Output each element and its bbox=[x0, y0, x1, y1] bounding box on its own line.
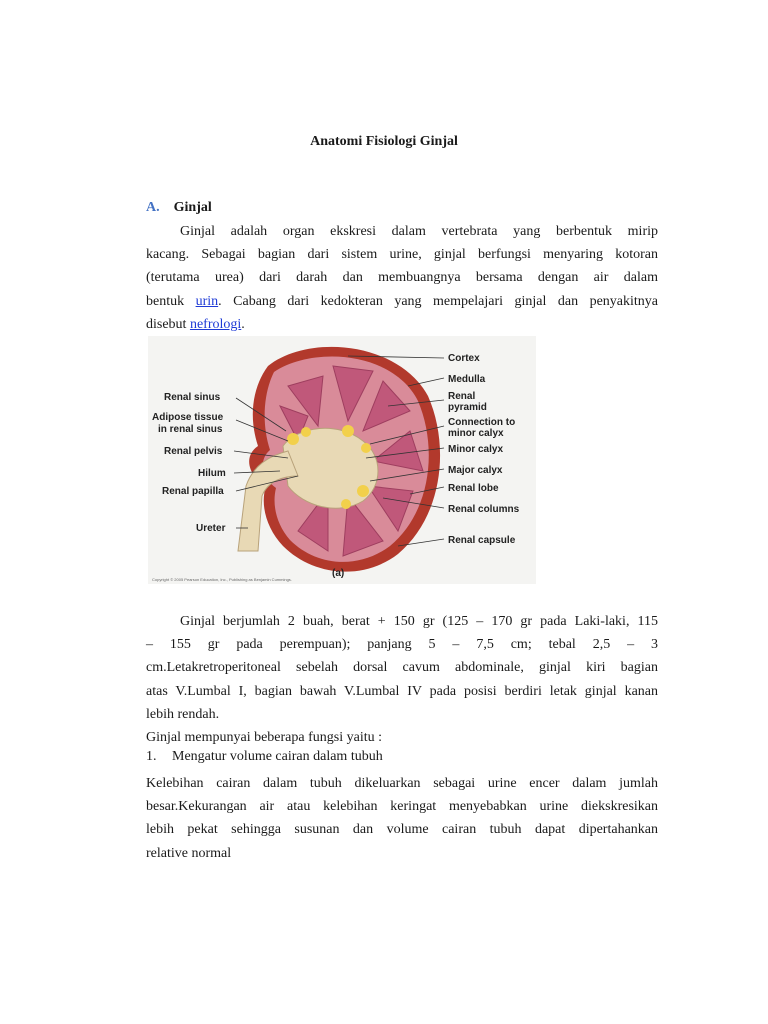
paragraph-fungsi-intro bbox=[146, 726, 658, 749]
label-renal-lobe: Renal lobe bbox=[448, 483, 499, 494]
text-line: (terutama urea) dari darah dan membuangnya bersama dengan air dalam bbox=[146, 270, 658, 286]
label-minor-calyx: Minor calyx bbox=[448, 444, 504, 455]
figure-copyright: Copyright © 2005 Pearson Education, Inc., Publishing as Benjamin Cummings. bbox=[152, 577, 292, 582]
text-line: Ginjal adalah organ ekskresi dalam vertebrata yang berbentuk mirip bbox=[180, 224, 658, 239]
label-adipose-tissue: Adipose tissue bbox=[152, 412, 224, 423]
list-text: Mengatur volume cairan dalam tubuh bbox=[172, 749, 383, 764]
list-item-fungsi-1 bbox=[146, 749, 383, 765]
text-line: cm.Letakretroperitoneal sebelah dorsal cavum abdominale, ginjal kiri bagian bbox=[146, 660, 658, 676]
list-number: 1. bbox=[146, 749, 157, 764]
figure-caption: (a) bbox=[332, 568, 345, 579]
label-renal-sinus: Renal sinus bbox=[164, 392, 221, 403]
kidney-diagram bbox=[148, 336, 536, 584]
text-line: relative normal bbox=[146, 845, 232, 861]
label-renal-capsule: Renal capsule bbox=[448, 535, 516, 546]
text-line: Ginjal berjumlah 2 buah, berat + 150 gr (125 – 170 gr pada Laki-laki, 115 bbox=[180, 614, 658, 629]
label-hilum: Hilum bbox=[198, 468, 226, 479]
label-minor-calyx-conn: minor calyx bbox=[448, 428, 504, 439]
section-title: Ginjal bbox=[173, 200, 212, 215]
text-line bbox=[146, 290, 658, 313]
label-medulla: Medulla bbox=[448, 374, 486, 385]
text-line: lebih pekat sehingga susunan dan volume cairan tubuh dapat dipertahankan bbox=[146, 822, 658, 838]
text-line: atas V.Lumbal I, bagian bawah V.Lumbal IV pada posisi berdiri letak ginjal kanan bbox=[146, 683, 658, 699]
text-line bbox=[146, 313, 658, 336]
paragraph-ginjal-definition bbox=[146, 220, 658, 336]
link-nefrologi[interactable]: nefrologi bbox=[189, 316, 242, 332]
page-title: Anatomi Fisiologi Ginjal bbox=[310, 134, 458, 149]
label-renal: Renal bbox=[448, 391, 476, 402]
link-urin[interactable]: urin bbox=[195, 293, 219, 309]
text-line: kacang. Sebagai bagian dari sistem urine, ginjal berfungsi menyaring kotoran bbox=[146, 247, 658, 263]
text-fragment: . Cabang dari kedokteran yang mempelajari ginjal dan penyakitnya bbox=[218, 293, 658, 309]
text-line: – 155 gr pada perempuan); panjang 5 – 7,5 cm; tebal 2,5 – 3 bbox=[146, 637, 658, 653]
label-pyramid: pyramid bbox=[448, 402, 487, 413]
text-fragment: disebut bbox=[146, 316, 190, 332]
section-letter: A. bbox=[146, 200, 160, 215]
text-line: lebih rendah. bbox=[146, 706, 220, 722]
label-renal-papilla: Renal papilla bbox=[162, 486, 224, 497]
label-renal-columns: Renal columns bbox=[448, 504, 520, 515]
text-fragment: bentuk bbox=[146, 293, 196, 309]
label-connection-to: Connection to bbox=[448, 417, 516, 428]
label-renal-pelvis: Renal pelvis bbox=[164, 446, 223, 457]
label-ureter: Ureter bbox=[196, 523, 226, 534]
text-line: Ginjal mempunyai beberapa fungsi yaitu : bbox=[146, 730, 382, 745]
label-in-renal-sinus: in renal sinus bbox=[158, 424, 223, 435]
section-heading bbox=[146, 200, 212, 216]
label-major-calyx: Major calyx bbox=[448, 465, 503, 476]
text-line: besar.Kekurangan air atau kelebihan keringat menyebabkan urine diekskresikan bbox=[146, 799, 658, 815]
paragraph-fungsi-1-detail bbox=[146, 772, 658, 865]
text-line: Kelebihan cairan dalam tubuh dikeluarkan sebagai urine encer dalam jumlah bbox=[146, 776, 658, 791]
label-cortex: Cortex bbox=[448, 353, 480, 364]
text-fragment: . bbox=[241, 316, 245, 332]
paragraph-ginjal-size bbox=[146, 610, 658, 726]
kidney-anatomy-figure bbox=[148, 336, 536, 584]
